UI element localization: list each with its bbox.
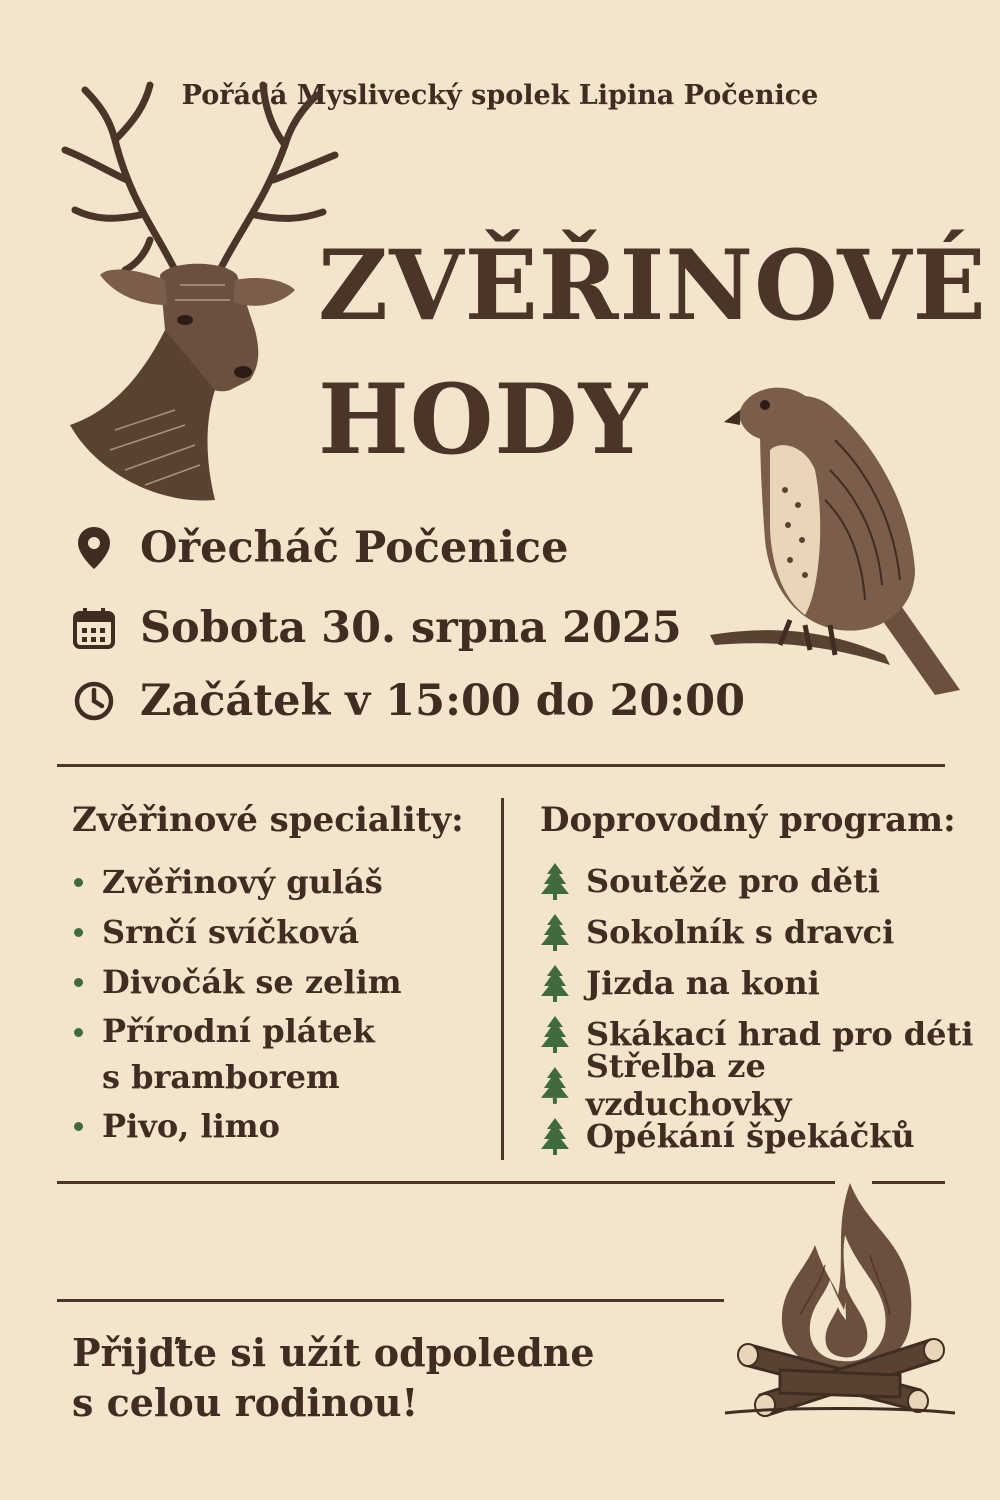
event-title-line1: ZVĚŘINOVÉ — [318, 229, 987, 342]
list-item: Sokolník s dravci — [540, 906, 980, 957]
divider-bottom — [57, 1299, 724, 1302]
bullet-dot-icon — [74, 1122, 83, 1131]
pine-tree-icon — [540, 1015, 570, 1053]
list-item: Zvěřinový guláš — [72, 858, 492, 906]
pine-tree-icon — [540, 913, 570, 951]
pine-tree-icon — [540, 1066, 570, 1104]
pine-tree-icon — [540, 964, 570, 1002]
location-pin-icon — [70, 524, 118, 572]
list-item: Skákací hrad pro déti — [540, 1008, 980, 1059]
list-item: Divočák se zelim — [72, 958, 492, 1006]
program-list — [540, 855, 980, 1161]
bullet-dot-icon — [74, 978, 83, 987]
list-item: Soutěže pro děti — [540, 855, 980, 906]
date-row — [70, 603, 682, 653]
campfire-illustration — [720, 1175, 960, 1425]
time-row — [70, 676, 745, 726]
program-heading: Doprovodný program: — [540, 800, 956, 840]
specialties-heading: Zvěřinové speciality: — [72, 800, 464, 840]
footer-line1: Přijďte si užít odpoledne — [72, 1330, 595, 1375]
specialties-list — [72, 858, 492, 1152]
pine-tree-icon — [540, 1117, 570, 1155]
footer-invitation — [72, 1328, 595, 1428]
calendar-icon — [70, 604, 118, 652]
bullet-dot-icon — [74, 878, 83, 887]
location-text: Ořecháč Počenice — [140, 523, 569, 573]
hawk-illustration — [710, 370, 970, 700]
divider-top — [57, 764, 945, 767]
footer-line2: s celou rodinou! — [72, 1380, 419, 1425]
list-item: Jizda na koni — [540, 957, 980, 1008]
list-item: Opékání špekáčků — [540, 1110, 980, 1161]
list-item: Střelba ze vzduchovky — [540, 1059, 980, 1110]
event-title-line2: HODY — [318, 363, 649, 476]
pine-tree-icon — [540, 862, 570, 900]
column-divider — [501, 798, 504, 1160]
organizer-line: Pořádá Myslivecký spolek Lipina Počenice — [181, 80, 819, 111]
clock-icon — [70, 677, 118, 725]
bullet-dot-icon — [74, 928, 83, 937]
list-item: Přírodní plátek s bramborem — [72, 1008, 492, 1100]
deer-head-illustration — [55, 80, 345, 510]
time-text: Začátek v 15:00 do 20:00 — [140, 676, 746, 726]
bullet-dot-icon — [74, 1028, 83, 1037]
divider-middle-left — [57, 1181, 835, 1184]
date-text: Sobota 30. srpna 2025 — [140, 603, 682, 653]
list-item: Pivo, limo — [72, 1102, 492, 1150]
list-item: Srnčí svíčková — [72, 908, 492, 956]
location-row — [70, 523, 568, 573]
